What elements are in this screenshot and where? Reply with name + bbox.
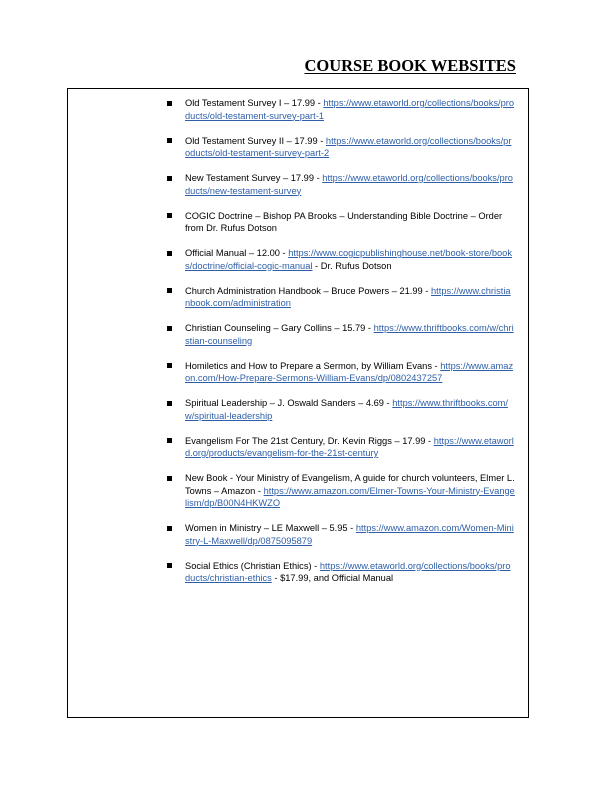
item-link[interactable]: https://www.etaworld.org/products/evangelism-for-the-21st-century <box>185 435 514 458</box>
bullet-icon <box>167 526 172 531</box>
bullet-icon <box>167 176 172 181</box>
list-item <box>185 172 515 197</box>
bullet-icon <box>167 213 172 218</box>
item-suffix: - Dr. Rufus Dotson <box>312 260 392 271</box>
item-label: Spiritual Leadership – J. Oswald Sanders – 4.69 - <box>185 398 390 408</box>
item-link[interactable]: https://www.christianbook.com/administration <box>185 285 511 308</box>
book-list <box>185 97 515 597</box>
bullet-icon <box>167 476 172 481</box>
item-link[interactable]: https://www.etaworld.org/collections/books/products/old-testament-survey-part-2 <box>185 135 512 158</box>
list-item <box>185 435 515 460</box>
item-link[interactable]: https://www.cogicpublishinghouse.net/book-store/books/doctrine/official-cogic-manual <box>185 248 512 271</box>
item-link[interactable]: https://www.amazon.com/Women-Ministry-L-Maxwell/dp/0875095879 <box>185 523 514 546</box>
item-link[interactable]: https://www.etaworld.org/collections/books/products/new-testament-survey <box>185 173 513 196</box>
item-label: New Book - Your Ministry of Evangelism, A guide for church volunteers, Elmer L. Towns – Amazon - <box>185 473 515 496</box>
item-link[interactable]: https://www.thriftbooks.com/w/spiritual-leadership <box>185 398 508 421</box>
item-label: Official Manual – 12.00 - <box>185 248 286 258</box>
bullet-icon <box>167 138 172 143</box>
bullet-icon <box>167 363 172 368</box>
item-link[interactable]: https://www.thriftbooks.com/w/christian-counseling <box>185 323 514 346</box>
item-label: Women in Ministry – LE Maxwell – 5.95 - <box>185 523 354 533</box>
bullet-icon <box>167 251 172 256</box>
item-label: Homiletics and How to Prepare a Sermon, by William Evans - <box>185 360 438 371</box>
item-link[interactable]: https://www.amazon.com/How-Prepare-Sermons-William-Evans/dp/0802437257 <box>185 360 514 383</box>
bullet-icon <box>167 288 172 293</box>
list-item <box>185 135 515 160</box>
item-label: Christian Counseling – Gary Collins – 15.79 - <box>185 323 372 333</box>
item-label: Old Testament Survey I – 17.99 - <box>185 98 321 108</box>
list-item <box>185 472 515 510</box>
list-item <box>185 210 515 235</box>
list-item <box>185 397 515 422</box>
list-item <box>185 97 515 122</box>
list-item <box>185 522 515 547</box>
bullet-icon <box>167 101 172 106</box>
list-item <box>185 360 515 385</box>
item-label: Evangelism For The 21st Century, Dr. Kevin Riggs – 17.99 - <box>185 435 432 446</box>
page-title: COURSE BOOK WEBSITES <box>304 56 516 75</box>
bullet-icon <box>167 326 172 331</box>
item-link[interactable]: https://www.etaworld.org/collections/books/products/old-testament-survey-part-1 <box>185 98 515 121</box>
item-suffix: - $17.99, and Official Manual <box>271 573 394 583</box>
bullet-icon <box>167 438 172 443</box>
item-label: Old Testament Survey II – 17.99 - <box>185 135 324 146</box>
item-label: New Testament Survey – 17.99 - <box>185 173 320 183</box>
list-item <box>185 322 515 347</box>
list-item <box>185 247 515 272</box>
item-link[interactable]: https://www.etaworld.org/collections/books/products/christian-ethics <box>185 560 511 583</box>
list-item <box>185 560 515 585</box>
item-label: Social Ethics (Christian Ethics) - <box>185 560 318 571</box>
list-item <box>185 285 515 310</box>
item-label: Church Administration Handbook – Bruce Powers – 21.99 - <box>185 285 429 296</box>
bullet-icon <box>167 401 172 406</box>
item-link[interactable]: https://www.amazon.com/Elmer-Towns-Your-Ministry-Evangelism/dp/B00N4HKWZO <box>185 485 515 508</box>
item-label: COGIC Doctrine – Bishop PA Brooks – Understanding Bible Doctrine – Order from Dr. Rufus Dotson <box>185 210 503 233</box>
bullet-icon <box>167 563 172 568</box>
